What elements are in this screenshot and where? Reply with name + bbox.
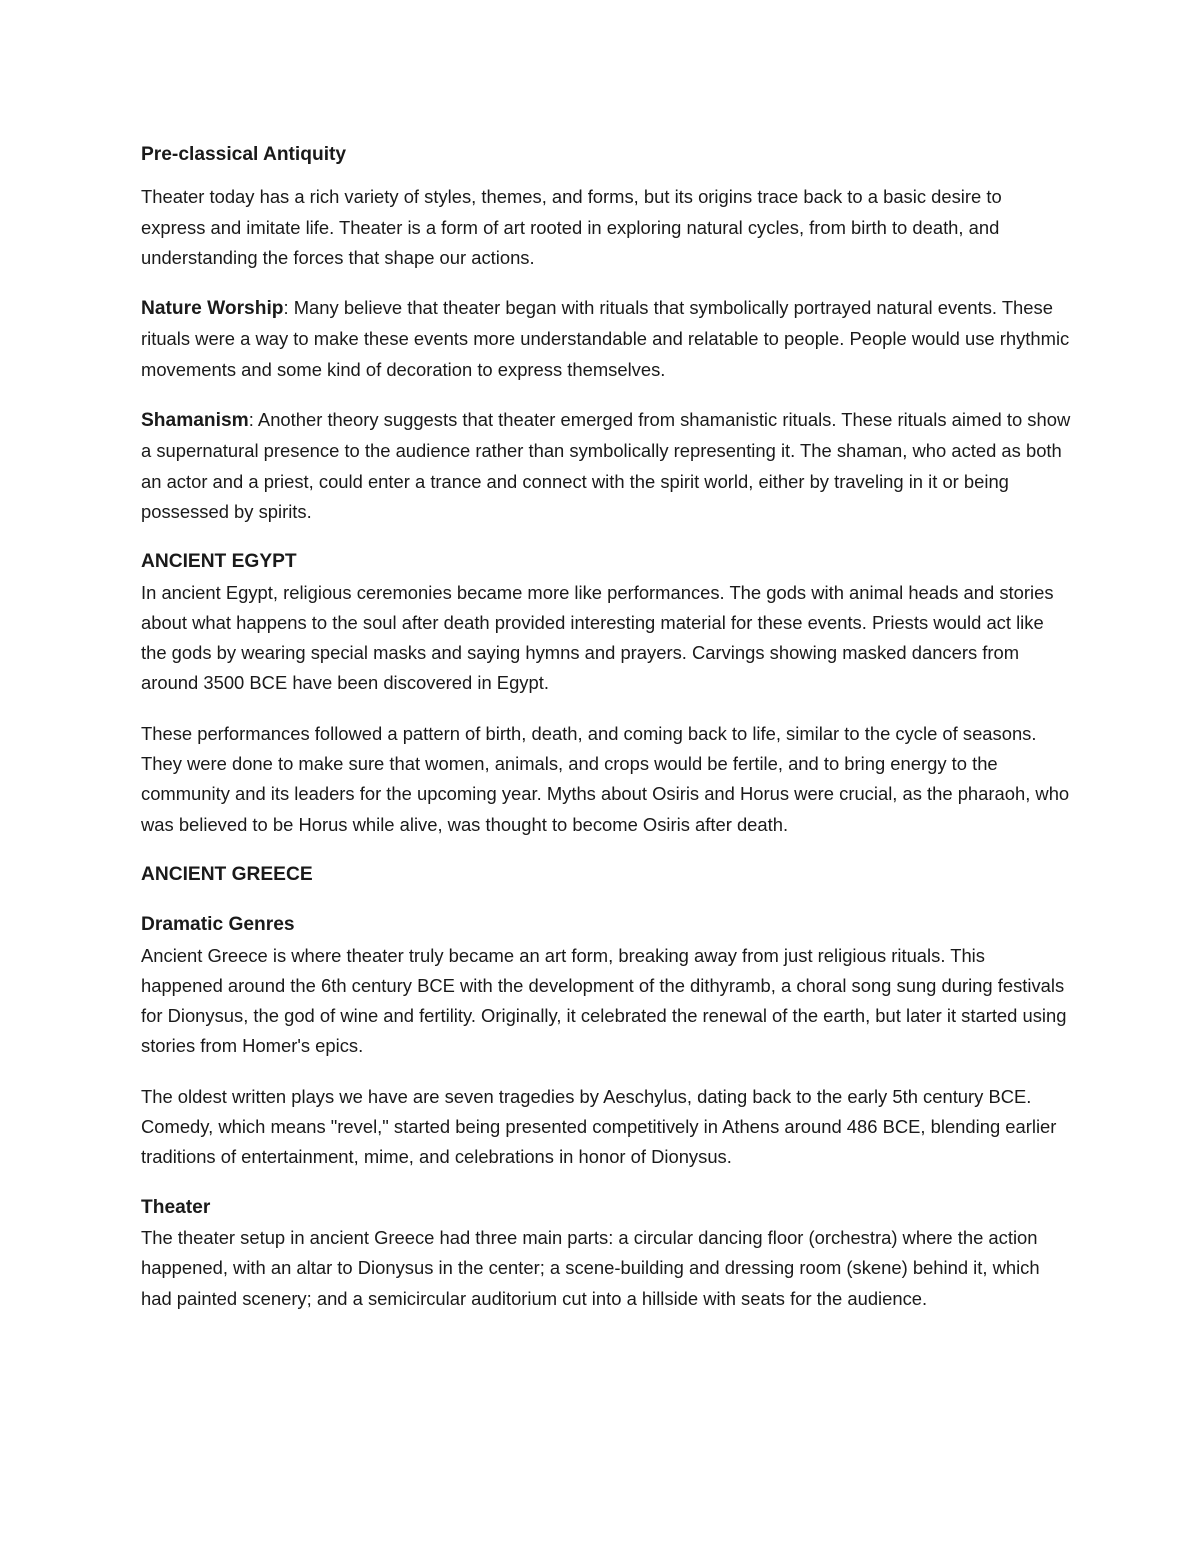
paragraph-genres-2: The oldest written plays we have are seven tragedies by Aeschylus, dating back to the early 5th century BCE. Comedy, which means "revel," started being presented competitively in Athens around 486 BCE, blending earlier traditions of entertainment, mime, and celebrations in honor of Dionysus. (141, 1085, 1057, 1168)
nature-worship-text: : Many believe that theater began with rituals that symbolically portrayed natural events. These rituals were a way to make these events more understandable and relatable to people. People would use rhythmic movements and some kind of decoration to express themselves. (141, 297, 1070, 380)
document-body (141, 140, 1071, 1314)
paragraph-shamanism (141, 405, 1071, 527)
paragraph-nature-worship (141, 293, 1071, 385)
subheading-dramatic-genres: Dramatic Genres (141, 914, 295, 936)
section-heading-egypt: ANCIENT EGYPT (141, 551, 297, 573)
shamanism-lead: Shamanism (141, 410, 249, 432)
shamanism-text: : Another theory suggests that theater emerged from shamanistic rituals. These rituals aimed to show a supernatural presence to the audience rather than symbolically representing it. The shaman, who acted as both an actor and a priest, could enter a trance and connect with the spirit world, either by traveling in it or being possessed by spirits. (141, 409, 1071, 522)
section-heading-greece: ANCIENT GREECE (141, 863, 313, 885)
paragraph-intro: Theater today has a rich variety of styles, themes, and forms, but its origins trace back to a basic desire to express and imitate life. Theater is a form of art rooted in exploring natural cycles, from birth to death, and understanding the forces that shape our actions. (141, 186, 1002, 268)
nature-worship-lead: Nature Worship (141, 298, 284, 320)
paragraph-theater: The theater setup in ancient Greece had three main parts: a circular dancing floor (orchestra) where the action happened, with an altar to Dionysus in the center; a scene-building and dressing room (skene) behind it, which had painted scenery; and a semicircular auditorium cut into a hillside with seats for the audience. (141, 1226, 1040, 1309)
paragraph-genres-1: Ancient Greece is where theater truly became an art form, breaking away from just religious rituals. This happened around the 6th century BCE with the development of the dithyramb, a choral song sung during festivals for Dionysus, the god of wine and fertility. Originally, it celebrated the renewal of the earth, but later it started using stories from Homer's epics. (141, 944, 1067, 1057)
section-heading-pre-classical: Pre-classical Antiquity (141, 144, 347, 165)
paragraph-egypt-2: These performances followed a pattern of birth, death, and coming back to life, similar to the cycle of seasons. They were done to make sure that women, animals, and crops would be fertile, and to bring energy to the community and its leaders for the upcoming year. Myths about Osiris and Horus were crucial, as the pharaoh, who was believed to be Horus while alive, was thought to become Osiris after death. (141, 722, 1070, 835)
paragraph-egypt-1: In ancient Egypt, religious ceremonies became more like performances. The gods with animal heads and stories about what happens to the soul after death provided interesting material for these events. Priests would act like the gods by wearing special masks and saying hymns and prayers. Carvings showing masked dancers from around 3500 BCE have been discovered in Egypt. (141, 581, 1054, 694)
subheading-theater: Theater (141, 1196, 211, 1218)
